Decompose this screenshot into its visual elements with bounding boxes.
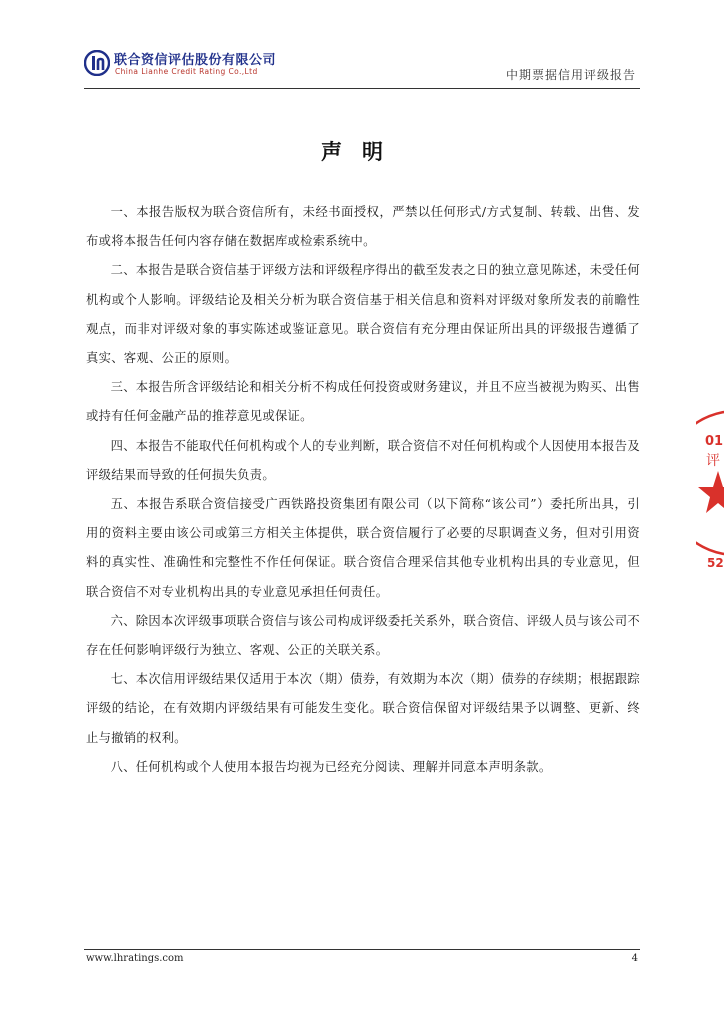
- seal-text-top: 01: [705, 434, 724, 449]
- footer-url: www.lhratings.com: [86, 953, 184, 964]
- company-name-cn: 联合资信评估股份有限公司: [114, 53, 277, 68]
- company-logo-icon: [84, 50, 110, 76]
- page-number: 4: [631, 953, 638, 964]
- statement-paragraph: 六、除因本次评级事项联合资信与该公司构成评级委托关系外，联合资信、评级人员与该公司不存在任何影响评级行为独立、客观、公正的关联关系。: [86, 613, 640, 658]
- page-title: 声明: [321, 139, 403, 164]
- footer-divider: [84, 949, 640, 950]
- seal-text-mid: 评: [706, 453, 720, 469]
- statement-body: [86, 198, 640, 782]
- red-seal-stamp: [696, 405, 724, 585]
- statement-paragraph: 一、本报告版权为联合资信所有，未经书面授权，严禁以任何形式/方式复制、转载、出售、发布或将本报告任何内容存储在数据库或检索系统中。: [86, 205, 640, 249]
- seal-text-bottom: 52: [707, 556, 724, 570]
- report-type: 中期票据信用评级报告: [505, 68, 636, 82]
- statement-paragraph: 七、本次信用评级结果仅适用于本次（期）债券，有效期为本次（期）债券的存续期；根据跟踪评级的结论，在有效期内评级结果有可能发生变化。联合资信保留对评级结果予以调整、更新、终止与撤销的权利。: [86, 672, 640, 745]
- statement-paragraph: 八、任何机构或个人使用本报告均视为已经充分阅读、理解并同意本声明条款。: [110, 759, 552, 774]
- statement-paragraph: 二、本报告是联合资信基于评级方法和评级程序得出的截至发表之日的独立意见陈述，未受任何机构或个人影响。评级结论及相关分析为联合资信基于相关信息和资料对评级对象所发表的前瞻性观点，而非对评级对象的事实陈述或鉴证意见。联合资信有充分理由保证所出具的评级报告遵循了真实、客观、公正的原则。: [86, 263, 640, 366]
- statement-paragraph: 四、本报告不能取代任何机构或个人的专业判断，联合资信不对任何机构或个人因使用本报告及评级结果而导致的任何损失负责。: [86, 438, 640, 482]
- statement-paragraph: 五、本报告系联合资信接受广西铁路投资集团有限公司（以下简称“该公司”）委托所出具，引用的资料主要由该公司或第三方相关主体提供，联合资信履行了必要的尽职调查义务，但对引用资料的真实性、准确性和完整性不作任何保证。联合资信合理采信其他专业机构出具的专业意见，但联合资信不对专业机构出具的专业意见承担任何责任。: [86, 497, 640, 599]
- header-divider: [84, 88, 640, 89]
- page-header: [84, 46, 640, 88]
- company-name-en: China Lianhe Credit Rating Co.,Ltd: [115, 67, 258, 76]
- statement-paragraph: 三、本报告所含评级结论和相关分析不构成任何投资或财务建议，并且不应当被视为购买、出售或持有任何金融产品的推荐意见或保证。: [86, 380, 640, 424]
